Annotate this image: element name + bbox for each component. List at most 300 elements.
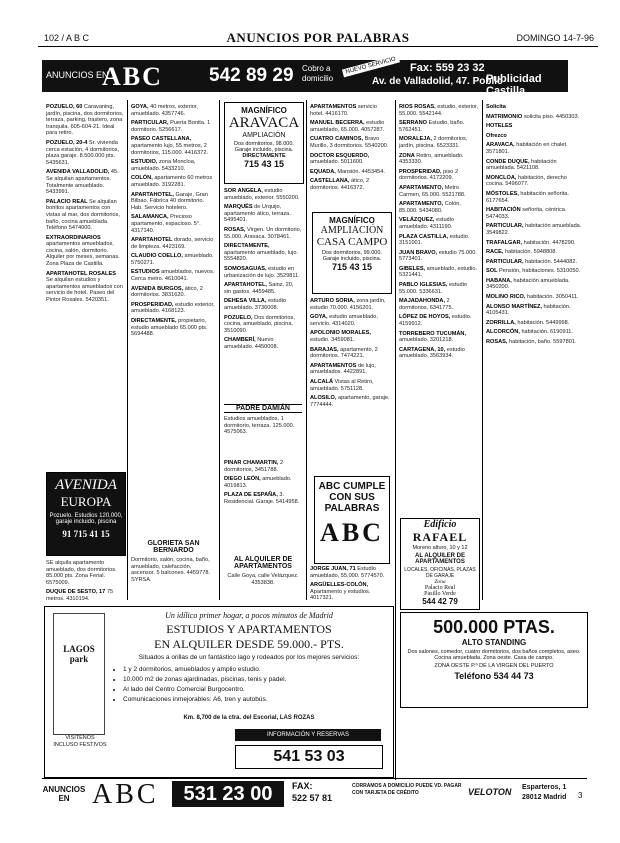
classified-ad [399, 169, 479, 182]
classified-ad [46, 271, 124, 304]
classified-ad [224, 227, 302, 240]
column-rule [219, 100, 220, 600]
classified-ad-text: apartamento lujo, 55 metros, 2 dormitorios, 115.000. 4416372. [131, 142, 209, 156]
classified-ad-heading: POZUELO, 60 [46, 104, 84, 110]
aravaca-phone: 715 43 15 [243, 159, 285, 169]
classified-ad [399, 217, 479, 230]
classified-ad [131, 136, 216, 156]
classified-ad-heading: ARGÜELLES-COLÓN, [310, 582, 369, 589]
classified-ad-text: Apartamento y estudios. 4017321. [310, 588, 371, 600]
classified-ad [486, 175, 586, 188]
classified-ad-heading: ALCORCÓN, [486, 329, 522, 336]
classified-ad-heading: APARTAHOTEL [131, 237, 174, 244]
alto-standing-phone: Teléfono 534 44 73 [454, 671, 534, 681]
lagos-features-list [111, 665, 399, 705]
classified-ad-heading: ZORRILLA, [486, 319, 518, 326]
classified-ad-text: Colón, 85.000. 5434080. [399, 201, 461, 214]
classified-ad-text: Se alquilan bonitos apartamentos con vistas al mar, dos dormitorios, baño, cocina amueblada. Teléfono 5474000. [46, 198, 120, 232]
column-rule [482, 100, 483, 600]
classified-ad-heading: POZUELO, [224, 314, 255, 321]
classified-ad-text: habitación. 4478290. [523, 239, 576, 246]
classified-ad-heading: DIRECTAMENTE, [131, 318, 179, 325]
classified-ad-text: habitación. 5444082. [525, 258, 578, 265]
classified-ad [399, 266, 479, 279]
classified-ad [224, 492, 302, 505]
classified-ad-text: Garaje, Gran Bilbao. Fábrica 40 dormitorio. Hab. Servicio hotelero. [131, 191, 208, 211]
classified-ad-heading: BARAJAS, [310, 346, 341, 353]
classified-ad-heading: PARTICULAR, [486, 223, 526, 230]
classified-ad [131, 175, 216, 188]
banner-cobro: Cobro a domicilio [302, 64, 334, 83]
classified-ad-heading: ESTUDIOS [131, 269, 162, 276]
classified-ad [486, 304, 586, 317]
classified-ad-text: amueblado, estudio. 5321441. [399, 265, 478, 279]
classified-ad-text: habitación. 5449998. [517, 319, 570, 326]
classified-ad-heading: PROSPERIDAD, [399, 168, 444, 175]
classified-ad-text: apartamento amueblado, lujo. 5554820. [224, 249, 299, 263]
banner-brand: ABC [102, 62, 163, 91]
classified-ad-heading: HABANA, [486, 277, 514, 284]
classified-ad-text: ático, 2 dormitorios. 3831620. [131, 285, 203, 299]
classified-ad-text: habitación. 5948808. [504, 249, 557, 256]
classified-ad-heading: RACE, [486, 249, 505, 256]
classified-ad-text: Se alquilan estudios y apartamentos amueblados con servicio de hotel. Paseo del Pintor Rosales. 5420351. [46, 277, 123, 304]
classified-ad-text: Caravaning, jardín, piscina, dos dormitorios, terraza, parking, trastero, zona tranquila. 605-604-21. Ideal para retiro. [46, 104, 124, 137]
classified-ad-heading: MONCLOA, [486, 174, 519, 181]
classified-ad-heading: ROSAS, [486, 339, 510, 346]
classified-ad-heading: CHAMBERÍ, [224, 337, 258, 344]
classified-ad-heading: ALCALÁ [310, 378, 335, 385]
classified-ad [131, 214, 216, 234]
classified-ad [486, 123, 586, 130]
classified-ad [399, 120, 479, 133]
classified-ad-text: 45. Se alquilan apartamentos. Totalmente amueblado. 5433991. [46, 169, 119, 196]
classified-ad-text: Nuevo amueblado. 4450008. [224, 337, 279, 350]
classified-ad [131, 192, 216, 212]
classified-ad-text: 2 dormitorios. 6341775. [399, 298, 454, 311]
classified-ad-text: Sainz, 20, sin gastos. 4459485. [224, 282, 294, 295]
classified-ad-text: de Urquijo, apartamento ático, terraza. 5495401. [224, 204, 291, 224]
classified-ad-text: habitación. 6190911. [521, 329, 573, 336]
classifieds-column-2 [131, 104, 216, 534]
classified-ad [131, 269, 216, 282]
classified-ad-text: estudio amueblado, servicio. 4314020. [310, 314, 378, 327]
classified-ad [310, 298, 392, 311]
classified-ad-text: Sr. vivienda cerca estación, 4 dormitorios, plaza garaje. 8.500.000 pts. 5435631. [46, 139, 120, 166]
classified-ad [310, 169, 392, 176]
classified-ad-text: estudio amueblado. 4311190. [399, 217, 455, 230]
classified-ad [486, 114, 586, 121]
casa-campo-ad: MAGNÍFICO AMPLIACIÓN CASA CAMPO Dos dormitorios, 99.000. Garaje incluido, piscina. 715 43 15 [312, 212, 392, 294]
classified-ad-text: propietario, estudio amueblado 65.000 pts. 5694488. [131, 318, 208, 338]
classified-ad-heading: EQUADA, [310, 168, 338, 175]
classified-ad-text: solicita piso. 4450303. [523, 113, 580, 120]
classified-ad [486, 278, 586, 291]
classified-ad-heading: PLAZA DE ESPAÑA, [224, 492, 280, 499]
classified-ad-heading: APARTAHOTEL ROSALES [46, 270, 116, 277]
classified-ad-text: Precioso apartamento, espacioso. 5°. 4317140. [131, 214, 201, 234]
classified-ad-heading: SOL [486, 268, 499, 275]
classified-ad-text: estudio amueblado, 65.000. 4057287. [310, 120, 385, 133]
classified-ad-text: dorado, servicio de limpieza. 4423169. [131, 237, 214, 250]
classified-ad-heading: SERRANO [399, 120, 429, 127]
classified-ad [310, 136, 392, 149]
classified-ad-text: apartamento 60 metros amueblado. 3192281. [131, 175, 213, 188]
classified-ad [46, 560, 124, 586]
classified-ad-heading: PARTICULAR, [131, 120, 171, 127]
classified-ad-heading: DUQUE DE SESTO, 17 [46, 589, 107, 596]
classified-ad-heading: PASEO CASTELLANA, [131, 136, 192, 143]
classified-ad-heading: ALONSO MARTÍNEZ, [486, 303, 544, 310]
classified-ad-heading: ALOSILO, [310, 395, 338, 402]
classified-ad-text: estudio en urbanización de lujo. 3529811. [224, 265, 300, 279]
classifieds-column-4-top [310, 104, 392, 204]
banner-fax: Fax: 559 23 32 [410, 62, 485, 74]
classified-ad [224, 298, 302, 311]
classified-ad-heading: ARAVACA, [486, 142, 517, 149]
classified-ad [399, 185, 479, 198]
classified-ad [399, 250, 479, 263]
classified-ad [310, 566, 392, 579]
classified-ad [46, 589, 124, 600]
classified-ad [46, 140, 124, 166]
classified-ad-text: 2 dormitorios, 3451788. [224, 460, 284, 473]
aravaca-ad: MAGNÍFICO ARAVACA AMPLIACIÓN Dos dormitorios, 98.000. Garaje incluido, piscina. DIRECTAMENTE 715 43 15 [224, 102, 304, 184]
classified-ad [224, 204, 302, 224]
classified-ad-heading: ZONA [399, 152, 417, 159]
classified-ad-heading: AVENIDA VALLADOLID, [46, 169, 111, 176]
padre-damian-ad: PADRE DAMIÁN Estudios amueblados, 1 dormitorio, terraza. 125.000. 4575063. [224, 404, 302, 454]
classified-ad-heading: MAJADAHONDA, [399, 298, 447, 305]
classified-ad [224, 282, 302, 295]
classified-ad-heading: JORGE JUAN, 71 [310, 566, 358, 572]
casa-campo-phone: 715 43 15 [331, 262, 373, 272]
classified-ad [399, 136, 479, 149]
classified-ad-text: de lujo, amueblados. 4422891. [310, 362, 376, 376]
classified-ad-heading: SOMOSAGUAS, [224, 265, 269, 272]
classified-ad [224, 266, 302, 279]
classified-ad-heading: DOCTOR ESQUERDO, [310, 152, 370, 159]
classified-ad-text: estudio. 3459081. [310, 336, 355, 343]
classified-ad [486, 223, 586, 236]
classified-ad [310, 120, 392, 133]
classifieds-column-3 [224, 188, 302, 398]
classified-ad-heading: Solicita [486, 104, 506, 110]
classified-ad [399, 314, 479, 327]
visit-note: VISITENOS INCLUSO FESTIVOS [53, 735, 107, 748]
classified-ad-text: habitación. 4105431. [486, 303, 571, 317]
glorieta-ad: GLORIETA SAN BERNARDO Dormitorio, salón, cocina, baño, amueblado, calefacción, ascensor. 5 balcones. 4459778. SYRSA. [131, 540, 210, 583]
classified-ad-heading: RIOS ROSAS, [399, 104, 438, 110]
classified-ad [224, 315, 302, 335]
classified-ad-text: zona Moncloa, amueblado. 5433210. [131, 159, 196, 172]
classified-ad-text: 2 dormitorios, jardín, piscina. 6523331. [399, 136, 468, 149]
classified-ad-text: Retiro, amueblado. 4353330. [399, 152, 464, 166]
classifieds-column-4-mid [310, 298, 392, 470]
page-mark: 3 [578, 791, 583, 800]
classified-ad-text: Vistas al Retiro, amueblado. 5751128. [310, 378, 374, 392]
classified-ad-text: habitación. 3050411. [527, 294, 579, 301]
classified-ad [399, 104, 479, 117]
classified-ad-heading: APARTAMENTOS [310, 362, 358, 369]
classified-ad [224, 460, 302, 473]
lagos-feature-item: • Al lado del Centro Comercial Burgocentro. [123, 685, 399, 695]
classifieds-column-5 [399, 104, 479, 514]
classified-ad-heading: MANUEL BECERRA, [310, 120, 367, 127]
classified-ad-heading: MOLINO RICO, [486, 294, 528, 301]
classified-ad-heading: HOTELES [486, 123, 513, 130]
classifieds-column-6 [486, 104, 586, 604]
banner-prefix: ANUNCIOS EN [46, 70, 109, 80]
classified-ad-text: estudio 55.000. 5336631. [399, 282, 467, 295]
classified-ad-text: habitación, derecho cocina. 5496077. [486, 174, 567, 188]
lagos-park-ad: LAGOS park Un idílico primer hogar, a pocos minutos de Madrid ESTUDIOS Y APARTAMENTOS EN ALQUILER DESDE 59.000.- PTS. Situados a orillas de un fantástico lago y rodeados por los mejores servicios: • 1 y 2 dormitorios, amueblados y amplio estudio. • 10.000 m2 de zonas ajardinadas, piscinas, tenis y padel. • Al lado del Centro Comercial Burgocentro. • Comunicaciones inmejorables: A6, tren y autobús. Km. 8,700 de la ctra. del Escorial, LAS ROZAS VISITENOS INCLUSO FESTIVOS INFORMACIÓN Y RESERVAS 541 53 03 [44, 606, 394, 778]
edificio-rafael-ad: Edificio RAFAEL Moreno alturo, 10 y 12 AL ALQUILER DE APARTAMENTOS LOCALES, OFICINAS, PLAZAS DE GARAJE Zona Palacio Real Pasillo Verde 544 42 79 [400, 518, 480, 610]
classified-ad [310, 582, 392, 600]
classified-ad-text: Pensión, habitaciones. 5310050. [498, 268, 581, 275]
abc-cumple-ad: ABC CUMPLE CON SUS PALABRAS ABC [314, 476, 390, 564]
classified-ad-text: señorita, céntrica. 5474033. [486, 207, 567, 220]
classified-ad-heading: DIEGO LEÓN, [224, 476, 263, 483]
classified-ad-text: estudio amueblado. 3736008. [224, 298, 286, 311]
classified-ad-heading: APARTAMENTO, [399, 184, 445, 191]
classified-ad-text: zona jardín, estudio 70.000. 4156201. [310, 298, 386, 311]
classified-ad [310, 330, 392, 343]
classified-ad-text: ático, 2 dormitorios. 4416372. [310, 178, 370, 191]
banner-new-service: NUEVO SERVICIO [342, 55, 400, 78]
banner-publicidad: Publicidad Castilla [486, 73, 542, 97]
classified-ad [46, 104, 124, 137]
classified-ad-heading: PALACIO REAL [46, 198, 89, 205]
classified-ad [399, 153, 479, 166]
classified-ad-heading: Ofrezco [486, 132, 507, 139]
classified-ad-text: amueblado. 3201218. [399, 337, 454, 344]
classified-ad [310, 347, 392, 360]
classified-ad [486, 191, 586, 204]
classified-ad-text: apartamento, garaje. 7774444. [310, 395, 390, 408]
lagos-phone: 541 53 03 [235, 745, 383, 769]
classified-ad-text: 75 metros. 4310194. [46, 589, 114, 600]
bottom-phone: 531 23 00 [172, 781, 284, 807]
classified-ad [131, 302, 216, 315]
classified-ad-text: estudio amueblado. 3563934. [399, 346, 465, 360]
rafael-phone: 544 42 79 [422, 597, 458, 606]
classified-ad-heading: APARTAMENTO, [399, 201, 445, 208]
classified-ad [486, 268, 586, 275]
classified-ad-text: habitación amueblada. 3549822. [486, 223, 582, 236]
bottom-fax: 522 57 81 [292, 793, 333, 803]
section-title: ANUNCIOS POR PALABRAS [226, 30, 410, 45]
bottom-banner-ad: ANUNCIOS EN ABC 531 23 00 FAX: 522 57 81 CORRAMOS A DOMICILIO PUEDE VD. PAGAR CON TARJETA DE CRÉDITO VELOTON Esparteros, 1 28012 Madrid 3 [42, 778, 587, 809]
column-rule [127, 100, 128, 600]
classified-ad [486, 159, 586, 172]
classified-ad-text: habitación, baño. 5597801. [509, 339, 577, 346]
page-number: 102 / A B C [44, 33, 90, 43]
classified-ad-heading: GOYA, [310, 314, 330, 321]
classified-ad [46, 235, 124, 268]
classified-ad-heading: PLAZA CASTILLA, [399, 233, 450, 240]
classified-ad [310, 395, 392, 408]
classified-ad [486, 329, 586, 336]
veloton-logo: VELOTON [468, 787, 512, 797]
classified-ad-heading: CARTAGENA, 10, [399, 346, 447, 353]
classified-ad-heading: GIBELES, [399, 265, 427, 272]
classified-ad-text: amueblado. 4019813. [224, 476, 292, 489]
alto-standing-ad: 500.000 PTAS. ALTO STANDING Dos salones, comedor, cuatro dormitorios, dos baños completos, aseo. Cocina amueblada. Zona oeste. Casa de campo. ZONA OESTE P.º DE LA VIRGEN DEL PUERTO Teléfono 534 44 73 [400, 612, 588, 708]
classified-ad [310, 104, 392, 117]
classified-ad-heading: ROSAS, [224, 226, 248, 233]
classified-ad-heading: MÓSTOLES, [486, 190, 521, 197]
classified-ad-text: Estudio amueblado, 55.000. 5774570. [310, 566, 385, 579]
classified-ad [486, 142, 586, 155]
classified-ad-text: Estudio, baño. 5762451. [399, 120, 465, 133]
classified-ad [224, 243, 302, 263]
classified-ad [486, 339, 586, 346]
classified-ad-text: estudio. 3151001. [399, 233, 470, 247]
classified-ad [131, 159, 216, 172]
classified-ad-text: Virgen. Un dormitorio, 55.000. Aravaca. 3078461. [224, 226, 302, 240]
classified-ad-text: estudio exterior, amueblado. 4168123. [131, 301, 215, 315]
classified-ad-text: estudio, exterior, 55.000. 5542144. [399, 104, 479, 117]
classified-ad [399, 201, 479, 214]
classified-ad-heading: SALAMANCA, [131, 214, 171, 221]
classified-ad-text: estudio amueblado, exterior. 5550200. [224, 188, 300, 201]
classified-ad-heading: APOLONIO MORALES, [310, 330, 371, 337]
classified-ad-heading: CONDE DUQUE, [486, 158, 532, 165]
classified-ad-text: servicio hotel. 4416170. [310, 104, 377, 117]
classified-ad [486, 133, 586, 140]
classified-ad-text: apartamentos amueblados, cocina, salón, dormitorio. Alquiler por meses, semanas. Zona Plaza de Castilla. [46, 241, 120, 268]
lagos-feature-item: • 1 y 2 dormitorios, amueblados y amplio estudio. [123, 665, 399, 675]
classified-ad-heading: JUAN BRAVO, [399, 249, 439, 256]
classified-ad-text: estudio. 4159912. [399, 314, 472, 328]
classified-ad-heading: CLAUDIO COELLO, [131, 253, 185, 260]
classified-ad-heading: VELÁZQUEZ, [399, 217, 436, 224]
column-rule [306, 100, 307, 600]
classified-ad-heading: LÓPEZ DE HOYOS, [399, 314, 452, 321]
classified-ad [224, 476, 302, 489]
classified-ad [486, 259, 586, 266]
classified-ad [224, 337, 302, 350]
classified-ad-text: habitación amueblada. 5421108. [486, 158, 557, 172]
classified-ad-heading: ESTUDIO, [131, 159, 159, 166]
classified-ad [131, 286, 216, 299]
classified-ad-text: habitación en chalet. 3571801. [486, 142, 568, 155]
classified-ad-text: estudio 75.000. 5773401. [399, 249, 477, 263]
classified-ad [131, 253, 216, 266]
classified-ad-heading: HABITACIÓN [486, 207, 523, 214]
classified-ad-heading: SOR ÁNGELA, [224, 188, 265, 194]
classified-ad [310, 178, 392, 191]
classified-ad-heading: GOYA, [131, 104, 151, 110]
classified-ad [131, 318, 216, 338]
lagos-feature-item: • Comunicaciones inmejorables: A6, tren y autobús. [123, 695, 399, 705]
classified-ad-text: habitación amueblada. 3450200. [486, 277, 570, 291]
classified-ad-heading: EXTRAORDINARIOS [46, 234, 101, 241]
classified-ad-heading: APARTAHOTEL, [224, 282, 269, 289]
classified-ad [131, 104, 216, 117]
classified-ad [310, 153, 392, 166]
classified-ad-heading: AVENIDA BURGOS, [131, 285, 185, 292]
classified-ad [486, 207, 586, 220]
classified-ad-text: piso 2 dormitorios. 4172209. [399, 168, 459, 182]
classified-ad [399, 282, 479, 295]
classified-ad-heading: MORALEJA, [399, 136, 434, 143]
classified-ad-text: Puerta Bonita. 1 dormitorio. 5256617. [131, 120, 211, 133]
classified-ad-heading: CUATRO CAMINOS, [310, 136, 365, 143]
classified-ad [310, 314, 392, 327]
classified-ad [399, 234, 479, 247]
classified-ad-text: Metro Carmen, 65.000. 5521788. [399, 184, 466, 198]
classified-ad [310, 379, 392, 392]
classified-ad-text: Mansión. 4453454. [337, 168, 385, 175]
classified-ad-heading: DEHESA VILLA, [224, 298, 268, 305]
date-label: DOMINGO 14-7-96 [516, 33, 594, 43]
classified-ad [310, 363, 392, 376]
classified-ad-heading: CASTELLANA, [310, 178, 352, 185]
classified-ad [399, 298, 479, 311]
banner-address: Av. de Valladolid, 47. Pobllc [372, 76, 503, 87]
classified-ad-text: 3. Residencial. Garaje. 5414958. [224, 492, 300, 505]
classified-ad-text: Dos dormitorios, cocina, amueblado, piscina. 3510090. [224, 314, 295, 334]
classified-ad-heading: TORREBERO TUCUMÁN, [399, 330, 467, 337]
classified-ad-heading: MATRIMONIO [486, 113, 524, 120]
classified-ad [131, 237, 216, 250]
classified-ad-heading: ARTURO SORIA, [310, 298, 357, 304]
classified-ad-heading: PROSPERIDAD, [131, 301, 176, 308]
classified-ad-text: amueblado. 5750271. [131, 253, 214, 266]
classified-ad [486, 249, 586, 256]
top-banner-ad [42, 56, 568, 97]
classified-ad-text: SE alquila apartamento amueblado, dos dormitorios. 85.000 pts. Zona Ferial. 6575009. [46, 560, 117, 586]
classified-ad-heading: APARTAMENTOS [310, 104, 358, 110]
page-header [38, 30, 598, 47]
classified-ad-text: amueblados, nuevos. Cerca metro. 4610041. [131, 269, 215, 283]
classified-ad [224, 188, 302, 201]
classified-ad [399, 347, 479, 360]
classified-ad-heading: APARTAHOTEL, [131, 191, 176, 198]
classified-ad [486, 240, 586, 247]
classifieds-column-1-bottom [46, 560, 124, 600]
banner-phone: 542 89 29 [209, 65, 294, 86]
avenida-europa-ad: AVENIDA EUROPA Pozuelo. Estudios 120.000, garaje incluido, piscina 91 715 41 15 [46, 472, 126, 556]
classified-ad-heading: TRAFALGAR, [486, 239, 524, 246]
classifieds-column-1 [46, 104, 124, 469]
classified-ad-heading: PABLO IGLESIAS, [399, 282, 449, 289]
classified-ad [46, 199, 124, 232]
classified-ad-text: amueblado. 5011600. [310, 159, 364, 166]
classified-ad-heading: POZUELO, 20-4 [46, 139, 89, 146]
classified-ad [486, 294, 586, 301]
classified-ad-heading: COLÓN, [131, 175, 155, 182]
lagos-park-logo: LAGOS park [53, 613, 105, 735]
classified-ad [486, 104, 586, 111]
classified-ad [399, 331, 479, 344]
classified-ad-text: habitación señorita. 6177654. [486, 190, 569, 204]
classified-ad-text: apartamento, 2 dormitorios. 7474221. [310, 346, 378, 360]
bottom-brand: ABC [92, 779, 159, 810]
classified-ad-heading: PINAR CHAMARTÍN, [224, 460, 280, 466]
classified-ad-heading: MARQUÉS [224, 204, 255, 211]
classifieds-column-4-b [310, 566, 392, 600]
classified-ad-text: 40 metros, exterior, amueblado. 4357746. [131, 104, 198, 117]
classified-ad-heading: PARTICULAR, [486, 258, 526, 265]
alquiler-apartamentos-ad: AL ALQUILER DE APARTAMENTOS Calle Goya, calle Velázquez. 4353838. [227, 556, 299, 586]
classified-ad [46, 169, 124, 195]
classified-ad [486, 320, 586, 327]
lagos-feature-item: • 10.000 m2 de zonas ajardinadas, piscinas, tenis y padel. [123, 675, 399, 685]
avenida-phone: 91 715 41 15 [62, 529, 110, 539]
